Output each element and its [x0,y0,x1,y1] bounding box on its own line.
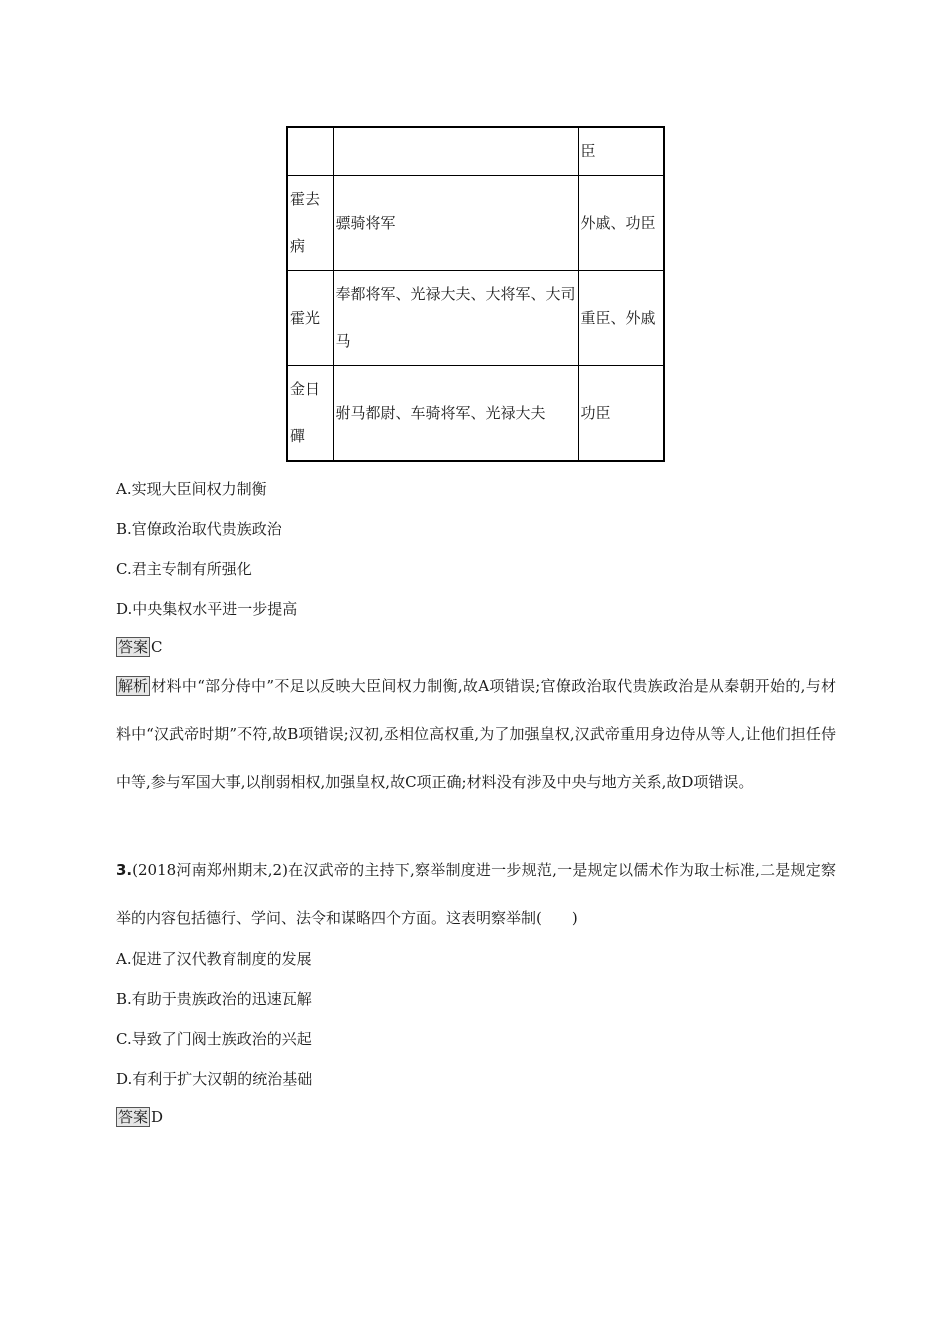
answer-line [116,1107,163,1127]
table-cell: 功臣 [578,366,664,462]
table-cell: 霍光 [287,271,333,366]
table-cell: 金日磾 [287,366,333,462]
option-c: C.君主专制有所强化 [116,560,252,578]
table-cell [287,127,333,176]
option-d: D.有利于扩大汉朝的统治基础 [116,1070,313,1088]
option-d: D.中央集权水平进一步提高 [116,600,298,618]
answer-tag: 答案 [118,638,149,656]
table-cell: 驸马都尉、车骑将军、光禄大夫 [333,366,578,462]
option-a: A.促进了汉代教育制度的发展 [116,950,312,968]
analysis-tag: 解析 [118,677,149,695]
table-cell: 霍去病 [287,176,333,271]
table-cell: 外戚、功臣 [578,176,664,271]
table-cell: 臣 [578,127,664,176]
analysis-paragraph [116,662,836,806]
question-number: 3. [116,861,133,879]
option-c: C.导致了门阀士族政治的兴起 [116,1030,312,1048]
option-b: B.有助于贵族政治的迅速瓦解 [116,990,312,1008]
option-b: B.官僚政治取代贵族政治 [116,520,282,538]
table-cell: 重臣、外戚 [578,271,664,366]
table-row [287,176,664,271]
question-3 [116,846,836,942]
answer-value: D [151,1108,164,1126]
table-cell [333,127,578,176]
table-row [287,271,664,366]
officials-table [286,126,665,462]
analysis-text: 材料中“部分侍中”不足以反映大臣间权力制衡,故A项错误;官僚政治取代贵族政治是从秦朝开始的,与材料中“汉武帝时期”不符,故B项错误;汉初,丞相位高权重,为了加强皇权,汉武帝重用身边侍从等人,让他们担任侍中等,参与军国大事,以削弱相权,加强皇权,故C项正确;材料没有涉及中央与地方关系,故D项错误。 [116,677,836,791]
answer-tag: 答案 [118,1108,149,1126]
option-a: A.实现大臣间权力制衡 [116,480,267,498]
table-cell: 骠骑将军 [333,176,578,271]
table-row [287,366,664,462]
answer-line [116,637,163,657]
table-row [287,127,664,176]
question-stem: (2018河南郑州期末,2)在汉武帝的主持下,察举制度进一步规范,一是规定以儒术作为取士标准,二是规定察举的内容包括德行、学问、法令和谋略四个方面。这表明察举制( ) [116,861,836,927]
answer-value: C [151,638,163,656]
table-cell: 奉都将军、光禄大夫、大将军、大司马 [333,271,578,366]
